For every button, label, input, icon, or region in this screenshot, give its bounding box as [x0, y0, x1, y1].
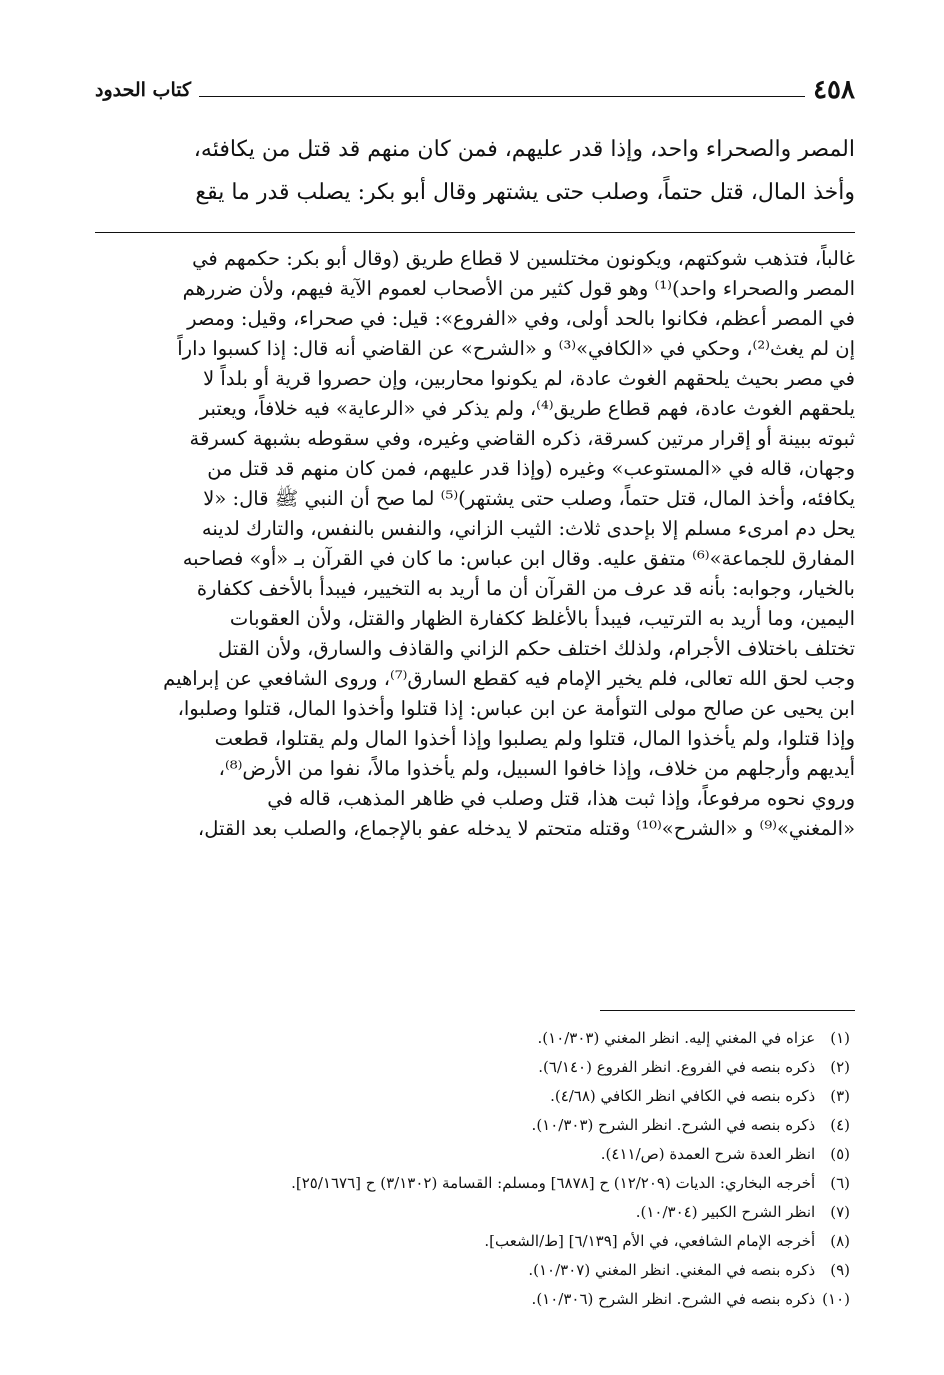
footnote-text: أخرجه البخاري: الديات (١٢/٢٠٩) ح [٦٨٧٨] ومسلم: القسامة (٣/١٣٠٢) ح [٢٥/١٦٧٦]. — [291, 1174, 816, 1192]
sharh-line: ثبوته ببينة أو إقرار مرتين كسرقة، ذكره القاضي وغيره، وفي سقوطه بشبهة كسرقة — [189, 427, 855, 450]
footnote-text: ذكره بنصه في الشرح. انظر الشرح (١٠/٣٠٦). — [531, 1290, 816, 1308]
footnote-item — [95, 1169, 850, 1198]
matn-separator — [95, 232, 855, 233]
header-rule — [199, 84, 805, 97]
sharh-line: «المغني»⁽⁹⁾ و «الشرح»⁽¹⁰⁾ وقتله متحتم لا يدخله عفو بالإجماع، والصلب بعد القتل، — [197, 817, 855, 840]
footnote-item — [95, 1285, 850, 1314]
sharh-line: اليمين، وما أريد به الترتيب، فيبدأ بالأغلظ ككفارة الظهار والقتل، ولأن العقوبات — [229, 607, 855, 630]
footnote-number: (٣) — [830, 1087, 850, 1105]
sharh-line: يلحقهم الغوث عادة، فهم قطاع طريق⁽⁴⁾، ولم يذكر في «الرعاية» فيه خلافاً، ويعتبر — [199, 397, 855, 420]
footnote-number: (١) — [830, 1029, 850, 1047]
footnote-text: أخرجه الإمام الشافعي، في الأم [٦/١٣٩] [ط/الشعب]. — [484, 1232, 816, 1250]
footnote-text: انظر العدة شرح العمدة (ص/٤١١). — [600, 1145, 816, 1163]
sharh-line: المفارق للجماعة»⁽⁶⁾ متفق عليه. وقال ابن عباس: ما كان في القرآن بـ «أو» فصاحبه — [182, 547, 855, 570]
footnote-item — [95, 1198, 850, 1227]
footnote-number: (٧) — [830, 1203, 850, 1221]
matn-line: وأخذ المال، قتل حتماً، وصلب حتى يشتهر وقال أبو بكر: يصلب قدر ما يقع — [195, 180, 855, 205]
page-number: ٤٥٨ — [813, 75, 855, 105]
sharh-line: وروي نحوه مرفوعاً، وإذا ثبت هذا، قتل وصلب في ظاهر المذهب، قاله في — [267, 787, 855, 810]
footnote-number: (٩) — [830, 1261, 850, 1279]
footnote-number: (١٠) — [822, 1290, 850, 1308]
sharh-line: وإذا قتلوا، ولم يأخذوا المال، قتلوا ولم يصلبوا وإذا أخذوا المال ولم يقتلوا، قطعت — [214, 727, 855, 750]
sharh-line: تختلف باختلاف الأجرام، ولذلك اختلف حكم الزاني والقاذف والسارق، ولأن القتل — [218, 637, 855, 660]
footnote-text: ذكره بنصه في الشرح. انظر الشرح (١٠/٣٠٣). — [531, 1116, 816, 1134]
footnote-text: ذكره بنصه في الكافي انظر الكافي (٤/٦٨). — [550, 1087, 816, 1105]
footnote-item — [95, 1111, 850, 1140]
footnotes — [95, 1024, 850, 1314]
footnote-item — [95, 1082, 850, 1111]
footnote-text: انظر الشرح الكبير (١٠/٣٠٤). — [635, 1203, 816, 1221]
sharh-line: ابن يحيى عن صالح مولى التوأمة عن ابن عباس: إذا قتلوا وأخذوا المال، قتلوا وصلبوا، — [177, 697, 855, 720]
sharh-line: أيديهم وأرجلهم من خلاف، وإذا خافوا السبيل، ولم يأخذوا مالاً، نفوا من الأرض⁽⁸⁾، — [218, 757, 855, 780]
sharh-line: يحل دم امرىء مسلم إلا بإحدى ثلاث: الثيب الزاني، والنفس بالنفس، والتارك لدينه — [201, 517, 855, 540]
footnote-text: عزاه في المغني إليه. انظر المغني (١٠/٣٠٣). — [537, 1029, 816, 1047]
footnote-number: (٥) — [830, 1145, 850, 1163]
footnote-item — [95, 1053, 850, 1082]
sharh-text — [95, 244, 855, 844]
sharh-line: في مصر بحيث يلحقهم الغوث عادة، لم يكونوا محاربين، وإن حصروا قرية أو بلداً لا — [203, 367, 855, 390]
footnote-item — [95, 1024, 850, 1053]
sharh-line: بالخيار، وجوابه: بأنه قد عرف من القرآن أن ما أريد به التخيير، فيبدأ بالأخف ككفارة — [196, 577, 855, 600]
footnote-separator — [600, 1010, 855, 1011]
sharh-line: إن لم يغث⁽²⁾، وحكي في «الكافي»⁽³⁾ و «الشرح» عن القاضي أنه قال: إذا كسبوا داراً — [177, 337, 855, 360]
footnote-item — [95, 1256, 850, 1285]
footnote-text: ذكره بنصه في الفروع. انظر الفروع (٦/١٤٠). — [538, 1058, 816, 1076]
footnote-item — [95, 1140, 850, 1169]
sharh-line: وجهان، قاله في «المستوعب» وغيره (وإذا قدر عليهم، فمن كان منهم قد قتل من — [207, 457, 855, 480]
sharh-line: وجب لحق الله تعالى، فلم يخير الإمام فيه كقطع السارق⁽⁷⁾، وروى الشافعي عن إبراهيم — [163, 667, 855, 690]
sharh-line: يكافئه، وأخذ المال، قتل حتماً، وصلب حتى يشتهر)⁽⁵⁾ لما صح أن النبي ﷺ قال: «لا — [203, 487, 855, 510]
footnote-number: (٢) — [830, 1058, 850, 1076]
footnote-number: (٦) — [830, 1174, 850, 1192]
sharh-line: المصر والصحراء واحد)⁽¹⁾ وهو قول كثير من الأصحاب لعموم الآية فيهم، ولأن ضررهم — [182, 277, 855, 300]
sharh-line: في المصر أعظم، فكانوا بالحد أولى، وفي «الفروع»: قيل: في صحراء، وقيل: ومصر — [187, 307, 855, 330]
footnote-number: (٨) — [830, 1232, 850, 1250]
footnote-number: (٤) — [830, 1116, 850, 1134]
matn-text — [95, 128, 855, 214]
matn-line: المصر والصحراء واحد، وإذا قدر عليهم، فمن كان منهم قد قتل من يكافئه، — [193, 137, 855, 162]
footnote-text: ذكره بنصه في المغني. انظر المغني (١٠/٣٠٧). — [528, 1261, 816, 1279]
footnote-item — [95, 1227, 850, 1256]
book-title: كتاب الحدود — [95, 79, 192, 101]
sharh-line: غالباً، فتذهب شوكتهم، ويكونون مختلسين لا قطاع طريق (وقال أبو بكر: حكمهم في — [192, 247, 855, 270]
running-header — [95, 75, 855, 103]
